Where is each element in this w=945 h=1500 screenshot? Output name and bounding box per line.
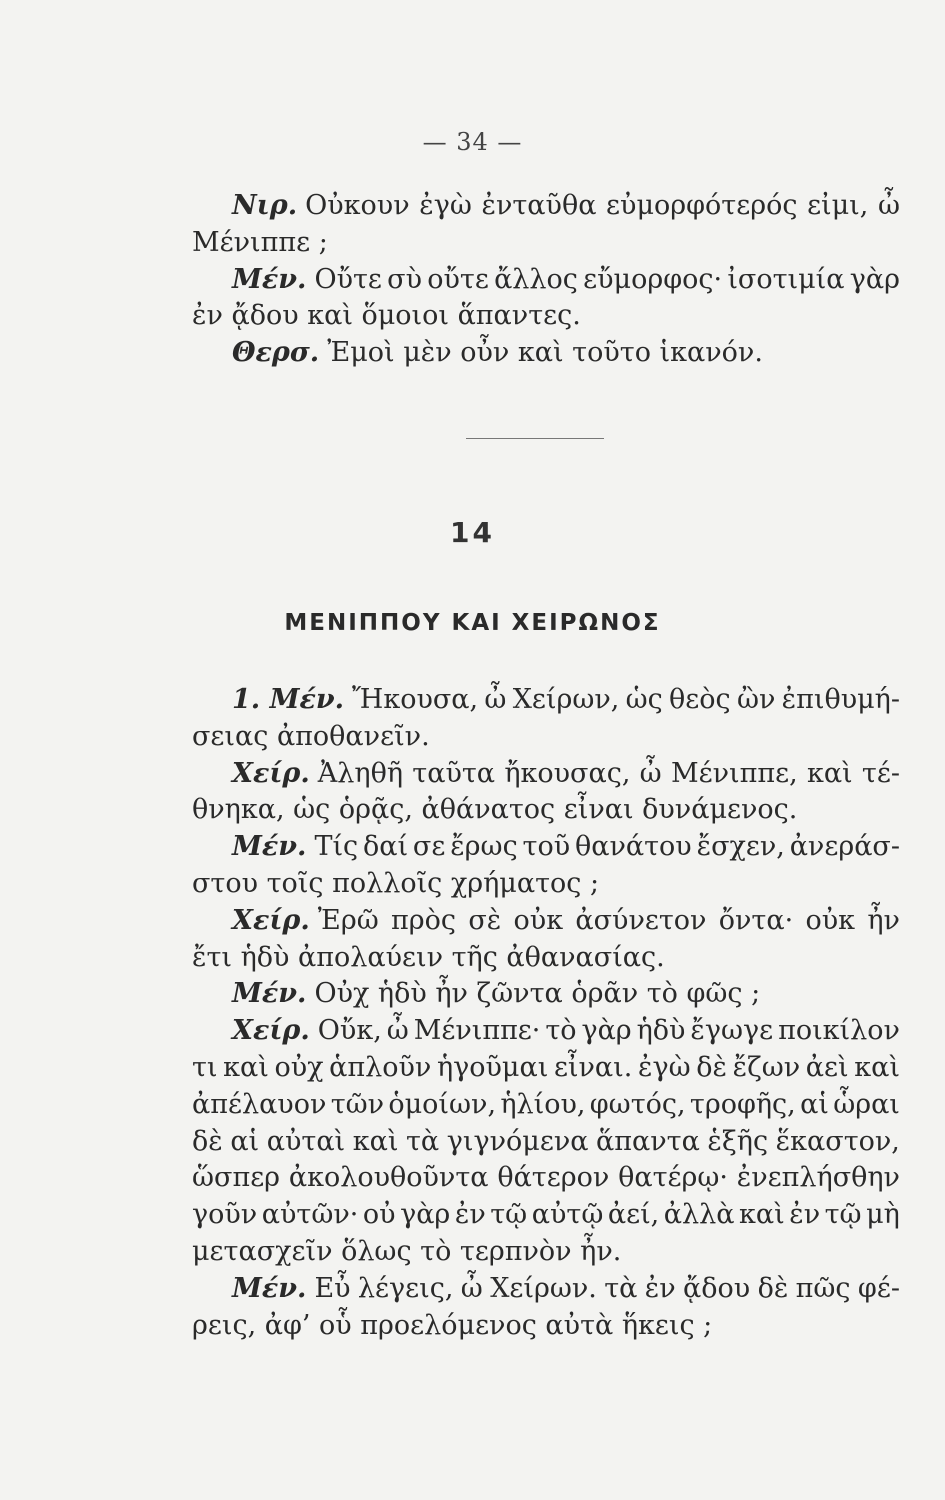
- speech-line-first: [192, 682, 900, 719]
- speech-line: [192, 298, 900, 335]
- speech-line: [192, 225, 900, 262]
- speech-text: Μένιππε ;: [192, 226, 328, 258]
- speech-text: ἔτι ἡδὺ ἀπολαύειν τῆς ἀθανασίας.: [192, 941, 665, 973]
- speech-text: Οὔτε σὺ οὔτε ἄλλος εὔμορφος· ἰσοτιμία γὰρ: [314, 263, 900, 295]
- speech-line: [192, 1087, 900, 1124]
- separator-rule: [466, 438, 604, 439]
- speech-text: θνηκα, ὡς ὁρᾷς, ἀθάνατος εἶναι δυνάμενος.: [192, 794, 798, 826]
- speaker-label: Χείρ.: [232, 904, 310, 936]
- speech-text: Τίς δαί σε ἔρως τοῦ θανάτου ἔσχεν, ἀνεράσ-: [314, 831, 900, 863]
- speech-line-first: [192, 756, 900, 793]
- speech-line: [192, 866, 900, 903]
- speech-line: [192, 1160, 900, 1197]
- speech-text: ἐν ᾄδου καὶ ὅμοιοι ἅπαντες.: [192, 300, 581, 332]
- speech-line-first: [192, 188, 900, 225]
- speech-text: ἀπέλαυον τῶν ὁμοίων, ἡλίου, φωτός, τροφῆς, αἱ ὧραι: [192, 1088, 900, 1120]
- speech-line-first: [192, 903, 900, 940]
- top-dialogue: [192, 188, 900, 372]
- speech-text: Ἀληθῆ ταῦτα ἤκουσας, ὦ Μένιππε, καὶ τέ-: [317, 757, 900, 789]
- speech-line: [192, 940, 900, 977]
- section-number: 14: [450, 516, 495, 549]
- speech-line-first: [192, 262, 900, 299]
- dialogue: [192, 682, 900, 1344]
- speech-line: [192, 1050, 900, 1087]
- speech-line: [192, 1308, 900, 1345]
- speech-line-first: [192, 335, 900, 372]
- speech-text: μετασχεῖν ὅλως τὸ τερπνὸν ἦν.: [192, 1235, 622, 1267]
- speech-text: γοῦν αὐτῶν· οὐ γὰρ ἐν τῷ αὐτῷ ἀεί, ἀλλὰ καὶ ἐν τῷ μὴ: [192, 1199, 900, 1231]
- speech-line: [192, 1197, 900, 1234]
- speaker-label: Θερσ.: [232, 337, 320, 369]
- speech-line: [192, 1124, 900, 1161]
- speaker-label: 1. Μέν.: [232, 684, 345, 715]
- speech-line: [192, 1234, 900, 1271]
- speech-line-first: [192, 1013, 900, 1050]
- speech-text: Ἐμοὶ μὲν οὖν καὶ τοῦτο ἱκανόν.: [327, 337, 763, 369]
- section-title: ΜΕΝΙΠΠΟΥ ΚΑΙ ΧΕΙΡΩΝΟΣ: [284, 610, 661, 636]
- speech-text: τι καὶ οὐχ ἁπλοῦν ἡγοῦμαι εἶναι. ἐγὼ δὲ ἔζων ἀεὶ καὶ: [192, 1051, 900, 1083]
- speech-text: Οὐχ ἡδὺ ἦν ζῶντα ὁρᾶν τὸ φῶς ;: [314, 978, 761, 1010]
- speech-text: Ἤκουσα, ὦ Χείρων, ὡς θεὸς ὢν ἐπιθυμή-: [352, 684, 900, 715]
- speech-text: ρεις, ἀφ’ οὗ προελόμενος αὐτὰ ἥκεις ;: [192, 1309, 713, 1341]
- speech-line-first: [192, 1271, 900, 1308]
- page-number: — 34 —: [422, 128, 523, 156]
- speech-text: Οὐκουν ἐγὼ ἐνταῦθα εὐμορφότερός εἰμι, ὦ: [305, 190, 900, 221]
- speaker-label: Μέν.: [232, 1272, 307, 1304]
- speech-text: Οὔκ, ὦ Μένιππε· τὸ γὰρ ἡδὺ ἔγωγε ποικίλον: [317, 1015, 900, 1047]
- speaker-label: Χείρ.: [232, 1015, 310, 1047]
- speech-text: στου τοῖς πολλοῖς χρήματος ;: [192, 867, 600, 899]
- speech-text: σειας ἀποθανεῖν.: [192, 720, 430, 752]
- speech-text: δὲ αἱ αὐταὶ καὶ τὰ γιγνόμενα ἅπαντα ἑξῆς ἕκαστον,: [192, 1125, 900, 1157]
- speech-text: Εὖ λέγεις, ὦ Χείρων. τὰ ἐν ᾄδου δὲ πῶς φέ-: [314, 1272, 900, 1304]
- speech-line-first: [192, 976, 900, 1013]
- speaker-label: Μέν.: [232, 263, 307, 295]
- speech-line-first: [192, 829, 900, 866]
- speaker-label: Νιρ.: [232, 190, 298, 221]
- speech-text: Ἐρῶ πρὸς σὲ οὐκ ἀσύνετον ὄντα· οὐκ ἦν: [317, 904, 900, 936]
- speech-line: [192, 719, 900, 756]
- speech-line: [192, 792, 900, 829]
- speaker-label: Μέν.: [232, 978, 307, 1010]
- speaker-label: Χείρ.: [232, 757, 310, 789]
- speaker-label: Μέν.: [232, 831, 307, 863]
- speech-text: ὥσπερ ἀκολουθοῦντα θάτερον θατέρῳ· ἐνεπλήσθην: [192, 1162, 900, 1194]
